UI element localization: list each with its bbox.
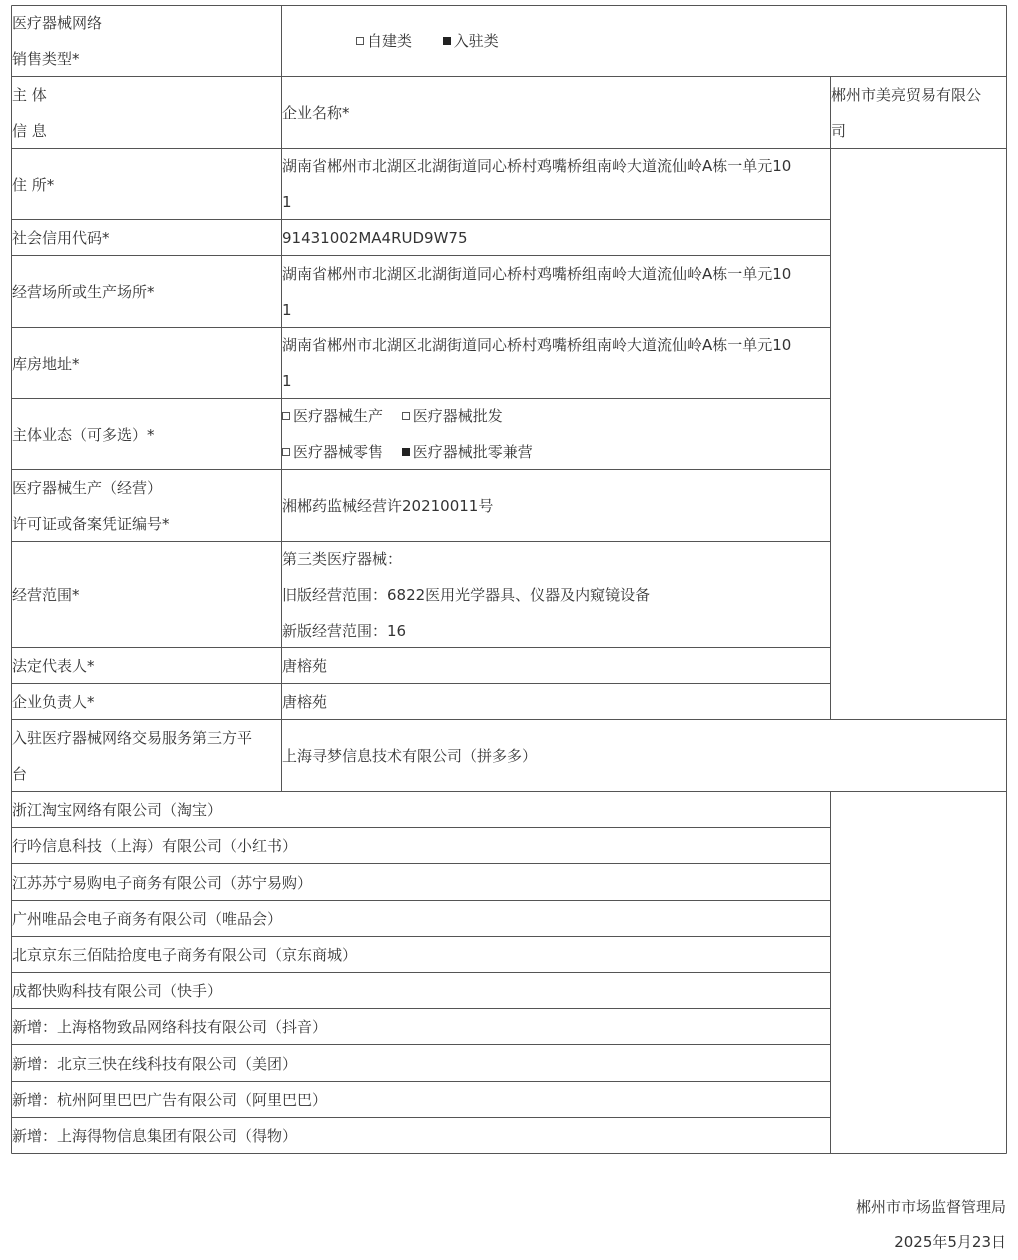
address-value: 湖南省郴州市北湖区北湖街道同心桥村鸡嘴桥组南岭大道流仙岭A栋一单元10 1 <box>282 157 792 211</box>
list-item: 新增：上海得物信息集团有限公司（得物） <box>12 1127 298 1145</box>
principal-value: 唐榕苑 <box>282 693 328 711</box>
sales-type-label: 医疗器械网络 销售类型* <box>12 14 103 68</box>
issuer: 郴州市市场监督管理局 <box>855 1198 1006 1216</box>
license-label: 医疗器械生产（经营） 许可证或备案凭证编号* <box>12 478 170 533</box>
platform-label: 入驻医疗器械网络交易服务第三方平 台 <box>12 728 253 783</box>
checkbox-empty-icon <box>282 412 290 420</box>
warehouse-value: 湖南省郴州市北湖区北湖街道同心桥村鸡嘴桥组南岭大道流仙岭A栋一单元10 1 <box>282 336 792 390</box>
checkbox-empty-icon <box>282 448 290 456</box>
checkbox-empty-icon <box>402 412 410 420</box>
scope-value: 第三类医疗器械： 旧版经营范围：6822医用光学器具、仪器及内窥镜设备 新版经营范围：16 <box>282 549 651 640</box>
credit-code-value: 91431002MA4RUD9W75 <box>282 228 468 247</box>
credit-code-label: 社会信用代码* <box>12 229 110 247</box>
option-self-built: 自建类 <box>356 23 412 59</box>
scope-label: 经营范围* <box>12 586 80 604</box>
option-wholesale-retail: 医疗器械批零兼营 <box>402 434 533 470</box>
business-site-value: 湖南省郴州市北湖区北湖街道同心桥村鸡嘴桥组南岭大道流仙岭A栋一单元10 1 <box>282 264 792 319</box>
list-item: 新增：上海格物致品网络科技有限公司（抖音） <box>12 1018 328 1036</box>
checkbox-filled-icon <box>402 448 410 456</box>
platform-first-value: 上海寻梦信息技术有限公司（拼多多） <box>282 747 538 765</box>
principal-label: 企业负责人* <box>12 693 95 711</box>
option-manufacture: 医疗器械生产 <box>282 398 383 434</box>
list-item: 新增：杭州阿里巴巴广告有限公司（阿里巴巴） <box>12 1091 328 1109</box>
issue-date: 2025年5月23日 <box>894 1233 1006 1251</box>
legal-rep-label: 法定代表人* <box>12 657 95 675</box>
checkbox-filled-icon <box>443 37 451 45</box>
business-site-label: 经营场所或生产场所* <box>12 283 155 301</box>
warehouse-label: 库房地址* <box>12 354 80 373</box>
option-wholesale: 医疗器械批发 <box>402 398 503 434</box>
list-item: 行吟信息科技（上海）有限公司（小红书） <box>12 837 298 855</box>
sales-type-options <box>356 23 499 59</box>
list-item: 浙江淘宝网络有限公司（淘宝） <box>12 801 223 819</box>
company-name-value: 郴州市美亮贸易有限公 司 <box>831 85 982 140</box>
option-retail: 医疗器械零售 <box>282 434 383 470</box>
address-label: 住 所* <box>12 175 55 194</box>
business-form-options <box>282 399 830 469</box>
checkbox-empty-icon <box>356 37 364 45</box>
license-value: 湘郴药监械经营许20210011号 <box>282 497 494 515</box>
option-settled: 入驻类 <box>443 23 499 59</box>
list-item: 成都快购科技有限公司（快手） <box>12 982 223 1000</box>
list-item: 广州唯品会电子商务有限公司（唯品会） <box>12 910 283 928</box>
subject-info-label: 主 体 信 息 <box>12 85 47 140</box>
list-item: 江苏苏宁易购电子商务有限公司（苏宁易购） <box>12 873 313 892</box>
list-item: 北京京东三佰陆拾度电子商务有限公司（京东商城） <box>12 946 358 964</box>
legal-rep-value: 唐榕苑 <box>282 657 328 675</box>
list-item: 新增：北京三快在线科技有限公司（美团） <box>12 1054 298 1073</box>
company-name-label: 企业名称* <box>282 104 350 122</box>
business-form-label: 主体业态（可多选）* <box>12 425 155 444</box>
